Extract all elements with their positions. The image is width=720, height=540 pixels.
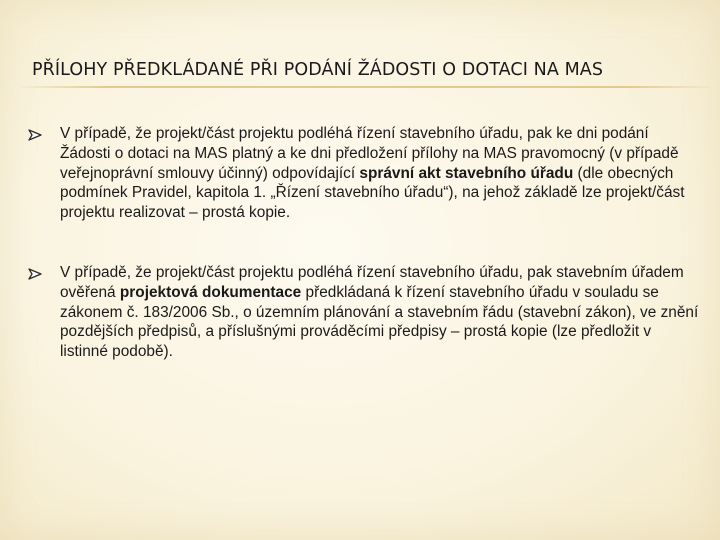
bullet-text-bold: správní akt stavebního úřadu	[359, 164, 574, 182]
bullet-text-part: V případě, že projekt/část projektu podléhá řízení stavebního úřadu, pak ke dni podání Žádosti o dotaci na MAS platný a ke dni předložení přílohy na MAS pravomocný (v případě veřejnoprávní smlouvy účinný) odpovídající	[60, 125, 679, 182]
bullet-item	[28, 263, 700, 362]
bullet-list	[28, 124, 700, 402]
arrowhead-bullet-icon	[28, 129, 42, 141]
bullet-item	[28, 124, 700, 223]
bullet-text-part: V případě, že projekt/část projektu podléhá řízení stavebního úřadu, pak stavebním úřadem ověřená	[60, 263, 684, 301]
title-divider	[22, 86, 710, 88]
arrowhead-bullet-icon	[28, 268, 42, 280]
slide-title: PŘÍLOHY PŘEDKLÁDANÉ PŘI PODÁNÍ ŽÁDOSTI O DOTACI NA MAS	[32, 60, 604, 80]
bullet-text	[60, 263, 700, 362]
bullet-text-part: předkládaná k řízení stavebního úřadu v souladu se zákonem č. 183/2006 Sb., o územním plánování a stavebním řádu (stavební zákon), ve znění pozdějších předpisů, a příslušnými prováděcími předpisy – prostá kopie (lze předložit v listinné podobě).	[60, 283, 699, 361]
bullet-text	[60, 124, 700, 223]
bullet-text-part: (dle obecných podmínek Pravidel, kapitola 1. „Řízení stavebního úřadu“), na jehož základě lze projekt/část projektu realizovat – prostá kopie.	[60, 164, 685, 222]
bullet-text-bold: projektová dokumentace	[119, 283, 302, 301]
